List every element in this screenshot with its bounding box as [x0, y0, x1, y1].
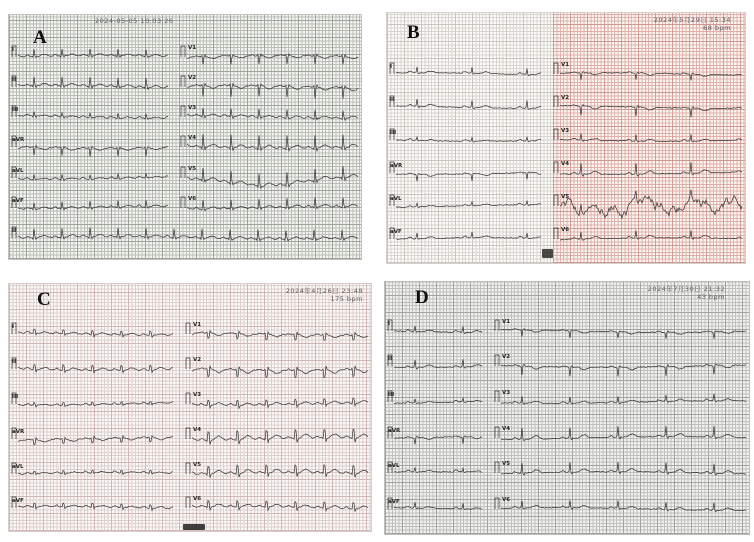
- ecg-waveform: [12, 106, 358, 120]
- lead-label: V4: [561, 161, 570, 167]
- panel-b-header: [654, 16, 731, 32]
- lead-label: V3: [188, 105, 197, 111]
- lead-label: V6: [188, 196, 197, 202]
- lead-label: V2: [193, 357, 202, 363]
- scan-artifact: [542, 249, 553, 258]
- ecg-panel-a: [8, 14, 362, 260]
- ecg-traces-d: [385, 282, 749, 534]
- ecg-waveform: [12, 76, 358, 99]
- ecg-waveform: [12, 463, 368, 478]
- lead-label: aVR: [388, 428, 401, 434]
- ecg-waveform: [12, 358, 368, 378]
- lead-label: V2: [502, 354, 511, 360]
- panel-d-header: [648, 285, 725, 301]
- heart-rate-text: 175 bpm: [330, 295, 363, 303]
- ecg-waveform: [388, 462, 746, 475]
- lead-label: aVF: [390, 229, 402, 235]
- lead-label: V6: [502, 497, 511, 503]
- lead-label: V6: [561, 227, 570, 233]
- ecg-waveform: [12, 134, 358, 156]
- lead-label: V2: [561, 95, 570, 101]
- lead-label: V1: [502, 319, 511, 325]
- lead-label: III: [390, 130, 397, 136]
- ecg-waveform: [12, 166, 358, 188]
- lead-label: III: [12, 394, 19, 400]
- lead-label: aVR: [12, 137, 25, 143]
- panel-b-label: B: [407, 22, 420, 43]
- ecg-waveform: [388, 355, 746, 376]
- lead-label: II: [12, 228, 17, 234]
- heart-rate-text: 43 bpm: [697, 293, 725, 301]
- lead-label: V6: [193, 496, 202, 502]
- lead-label: aVF: [12, 498, 24, 504]
- lead-label: V5: [188, 166, 197, 172]
- timestamp-text: 2024年7月30日 21:32: [647, 285, 725, 293]
- ecg-waveform: [12, 197, 358, 211]
- lead-label: V1: [188, 45, 197, 51]
- ecg-panel-d: [384, 281, 750, 535]
- ecg-waveform: [12, 428, 368, 445]
- ecg-traces-b: [387, 13, 745, 263]
- lead-label: I: [12, 324, 15, 330]
- lead-label: III: [388, 392, 395, 398]
- ecg-traces-c: [9, 284, 371, 531]
- lead-label: aVR: [390, 163, 403, 169]
- lead-label: V3: [193, 392, 202, 398]
- lead-label: II: [12, 359, 17, 365]
- ecg-waveform: [12, 323, 368, 340]
- ecg-waveform: [388, 498, 746, 512]
- heart-rate-text: 68 bpm: [703, 24, 731, 32]
- lead-label: V4: [502, 426, 511, 432]
- lead-label: V1: [193, 322, 202, 328]
- lead-label: II: [12, 77, 17, 83]
- lead-label: aVF: [12, 198, 24, 204]
- ecg-waveform: [12, 393, 368, 408]
- ecg-waveform: [12, 497, 368, 512]
- lead-label: V1: [561, 62, 570, 68]
- lead-label: V2: [188, 75, 197, 81]
- ecg-panel-b: [386, 12, 746, 264]
- lead-label: aVR: [12, 429, 25, 435]
- lead-label: V5: [193, 462, 202, 468]
- ecg-waveform: [388, 320, 746, 339]
- ecg-panel-c: [8, 283, 372, 532]
- scan-artifact: [183, 524, 205, 530]
- lead-label: V3: [502, 390, 511, 396]
- panel-a-label: A: [33, 27, 47, 48]
- lead-label: V4: [188, 135, 197, 141]
- timestamp-text: 2024年4月26日 23:48: [285, 287, 363, 295]
- lead-label: aVL: [12, 464, 24, 470]
- lead-label: V4: [193, 427, 202, 433]
- lead-label: I: [390, 64, 393, 70]
- lead-label: I: [388, 321, 391, 327]
- panel-c-label: C: [37, 289, 51, 310]
- lead-label: III: [12, 107, 19, 113]
- panel-a-timestamp: [95, 17, 174, 25]
- lead-label: aVF: [388, 499, 400, 505]
- panel-d-label: D: [415, 287, 429, 308]
- ecg-waveform: [12, 46, 358, 64]
- panel-c-header: [286, 287, 363, 303]
- timestamp-text: 2024-05-05 10:03:26: [95, 17, 174, 25]
- lead-label: I: [12, 47, 15, 53]
- lead-label: aVL: [12, 168, 24, 174]
- lead-label: V5: [561, 194, 570, 200]
- ecg-waveform: [388, 426, 746, 444]
- ecg-traces-a: [9, 15, 361, 259]
- lead-label: II: [388, 356, 393, 362]
- timestamp-text: 2024年5月29日 15:34: [653, 16, 731, 24]
- ecg-waveform: [388, 391, 746, 404]
- lead-label: aVL: [388, 463, 400, 469]
- ecg-waveform: [12, 227, 358, 241]
- lead-label: II: [390, 97, 395, 103]
- lead-label: aVL: [390, 196, 402, 202]
- lead-label: V5: [502, 461, 511, 467]
- lead-label: V3: [561, 128, 570, 134]
